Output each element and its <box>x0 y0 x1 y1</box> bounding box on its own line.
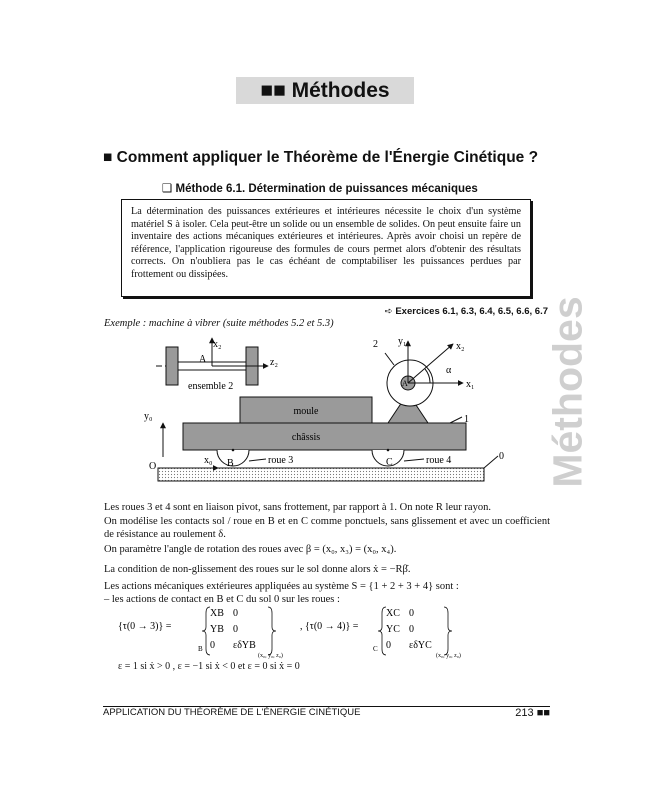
label-roue4: roue 4 <box>426 455 452 466</box>
torsor-equations <box>118 605 498 661</box>
torsor-1-basis: (x₀, y₀, z₀) <box>258 653 283 659</box>
label-0: 0 <box>499 451 504 462</box>
label-A2: A <box>402 379 408 388</box>
flywheel-left <box>166 347 178 385</box>
torsor-1-m1: 0 <box>233 608 238 619</box>
torsor-1-m3: εδYB <box>233 640 256 651</box>
torsor-1-r1: XB <box>210 608 224 619</box>
footer-chapter: APPLICATION DU THÉORÈME DE L'ÉNERGIE CINÉTIQUE <box>103 707 361 718</box>
paragraph-5: Les actions mécaniques extérieures appliquées au système S = {1 + 2 + 3 + 4} sont : <box>104 581 459 592</box>
label-y0: y₀ <box>144 411 153 422</box>
ground-leader <box>484 456 498 468</box>
torsor-1-point: B <box>198 645 203 653</box>
label-C: C <box>386 457 393 468</box>
label-x2b: x₂ <box>456 341 465 352</box>
label-2: 2 <box>373 339 378 350</box>
torsor-2-r1: XC <box>386 608 400 619</box>
label-B: B <box>227 458 234 469</box>
label-chassis: châssis <box>291 432 321 443</box>
paragraph-3: On paramètre l'angle de rotation des roues avec β = (x₀, x₃) = (x₀, x₄). <box>104 544 397 555</box>
method-box-text: La détermination des puissances extérieures et intérieures nécessite le choix d'un système matériel S à isoler. Cela peut-être un solide ou un ensemble de solides. On peut ensuite faire un inventaire des actions mécaniques extérieures et intérieures. Après avoir choisi un repère de référence, l'application rigoureuse des formules de cours permet alors d'obtenir des résultats corrects. On n'oubliera pas le cas échéant de comptabiliser les puissances perdues par frottement ou dissipées. <box>131 206 521 280</box>
torsor-2-point: C <box>373 645 378 653</box>
machine-diagram <box>140 335 540 495</box>
torsor-2-lhs: , {τ(0 → 4)} = <box>300 621 359 632</box>
method-title: ❑ Méthode 6.1. Détermination de puissances mécaniques <box>162 183 478 195</box>
torsor-1-r3: 0 <box>210 640 215 651</box>
paragraph-4: La condition de non-glissement des roues sur le sol donne alors ẋ = −Rβ̇. <box>104 564 411 575</box>
torsor-1-m2: 0 <box>233 624 238 635</box>
methods-header: ■■ Méthodes <box>236 77 414 104</box>
paragraph-2: On modélise les contacts sol / roue en B et en C comme ponctuels, sans glissement et avec un coefficient de résistance au roulement δ. <box>104 516 550 540</box>
paragraph-6: – les actions de contact en B et C du sol 0 sur les roues : <box>104 594 340 605</box>
paragraph-1: Les roues 3 et 4 sont en liaison pivot, sans frottement, par rapport à 1. On note R leur rayon. <box>104 502 491 513</box>
label-ensemble: ensemble 2 <box>188 381 234 392</box>
torsor-1-lhs: {τ(0 → 3)} = <box>118 621 172 632</box>
label-A: A <box>199 354 207 365</box>
torsor-2-m1: 0 <box>409 608 414 619</box>
method-box <box>121 199 531 297</box>
section-title: ■ Comment appliquer le Théorème de l'Énergie Cinétique ? <box>103 149 539 166</box>
torsor-2-m2: 0 <box>409 624 414 635</box>
label-roue3: roue 3 <box>268 455 294 466</box>
label-x0: x₀ <box>204 455 213 466</box>
side-tab <box>544 292 591 492</box>
torsor-2-basis: (x₀, y₀, z₀) <box>436 653 461 659</box>
label-x1: x₁ <box>466 379 475 390</box>
label-z2: z₂ <box>270 357 278 368</box>
torsor-2-r3: 0 <box>386 640 391 651</box>
torsor-1-r2: YB <box>210 624 224 635</box>
chassis <box>183 423 466 450</box>
label-O: O <box>149 461 157 472</box>
torsor-2-r2: YC <box>386 624 400 635</box>
side-tab-label: Méthodes <box>544 296 591 488</box>
label-x2: x₂ <box>213 339 222 350</box>
epsilon-definition: ε = 1 si ẋ > 0 , ε = −1 si ẋ < 0 et ε = 0 si ẋ = 0 <box>118 661 300 672</box>
label-alpha: α <box>446 365 452 376</box>
label-y1: y₁ <box>398 336 407 347</box>
label-moule: moule <box>293 406 319 417</box>
chassis-leader <box>450 417 462 423</box>
ground <box>158 468 484 481</box>
exercises-ref: ➪ Exercices 6.1, 6.3, 6.4, 6.5, 6.6, 6.7 <box>384 306 548 317</box>
torsor-2-m3: εδYC <box>409 640 432 651</box>
label-1: 1 <box>464 414 469 425</box>
example-title: Exemple : machine à vibrer (suite méthodes 5.2 et 5.3) <box>104 318 334 329</box>
page-number: 213 ■■ <box>515 707 550 719</box>
